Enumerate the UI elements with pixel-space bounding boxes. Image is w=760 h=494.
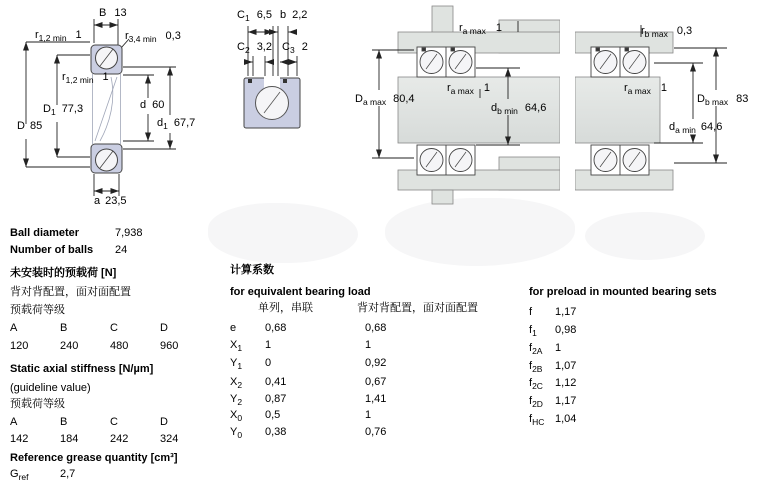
dim-symbol: r [125,30,129,42]
factor-value-paired: 1 [365,409,372,421]
dim-label-r12-mid [62,71,109,86]
dim-sub: 1,2 min [38,33,67,44]
dim-value: 67,7 [173,117,196,129]
col-header: D [160,322,168,334]
dim-symbol: r [62,71,66,83]
dim-sub: b min [497,106,518,117]
factor-sym: Y [230,357,238,369]
factor-value-single: 0,5 [265,409,281,421]
dim-value: 1 [75,29,82,41]
dim-value: 80,4 [393,93,415,105]
grease-symbol [10,468,28,484]
watermark [208,203,358,263]
dim-label-C1 [237,9,272,24]
factor-sym: f [529,360,533,372]
factor-sym: f [529,342,533,354]
dim-symbol: b [280,9,287,21]
dim-sub: 1 [244,13,250,24]
dim-value: 23,5 [105,195,127,207]
factor-symbol [230,393,242,409]
dim-value: 1 [483,82,490,94]
factor-value-single: 0,87 [265,393,287,405]
factor-sym: X [230,339,238,351]
dim-label-C3 [282,41,308,56]
dim-sub: b max [704,97,729,108]
stiffness-note: (guideline value) [10,382,91,394]
factor-sub: 1 [237,361,243,372]
col-header: A [10,322,18,334]
equivalent-load-title: for equivalent bearing load [230,286,371,298]
factor-value-paired: 1 [365,339,372,351]
spec-label-number-of-balls: Number of balls [10,244,94,256]
factors-title: 计算系数 [230,264,274,276]
factor-symbol [230,426,242,442]
dim-symbol: D [17,120,25,132]
dim-symbol: D [43,103,51,115]
factor-sym: Y [230,426,238,438]
dim-symbol: C [282,41,290,53]
grease-title: Reference grease quantity [cm³] [10,452,178,464]
factor-sub: 2B [532,364,543,375]
col-value: 242 [110,433,129,445]
dim-label-C2 [237,41,272,56]
watermark [385,198,575,266]
dim-sub: 1,2 min [65,75,94,86]
dim-symbol: r [35,29,39,41]
factor-value-paired: 0,92 [365,357,387,369]
dim-label-B [99,7,127,22]
factor-value: 1,17 [555,306,577,318]
col-value: 480 [110,340,129,352]
factor-sub: 2D [532,399,543,410]
factor-symbol [529,306,532,322]
factor-sub: 2 [237,397,243,408]
dim-value: 13 [114,7,127,19]
dim-label-da-min [669,121,722,136]
factor-symbol [230,357,242,373]
dim-label-D [17,120,42,135]
dim-label-ra-max [624,82,667,97]
factor-sym: f [529,413,533,425]
dim-sub: b max [644,29,668,40]
factor-symbol [529,395,543,411]
factor-value: 1,07 [555,360,577,372]
dim-symbol: d [491,102,498,114]
dim-label-db-min [491,102,546,117]
spec-label-ball-diameter: Ball diameter [10,227,80,239]
dim-value: 2,2 [292,9,308,21]
col-value: 142 [10,433,29,445]
col-header: B [60,416,68,428]
dim-value: 64,6 [700,121,723,133]
dim-sub: a max [450,86,474,97]
dim-label-ra-max-mid [447,82,490,97]
stiffness-class-label: 预载荷等级 [10,398,65,410]
dim-sub: a max [362,97,387,108]
dim-sub: 3,4 min [128,34,157,45]
factor-sub: 2 [237,380,243,391]
factor-symbol [230,376,242,392]
dim-symbol: C [237,9,245,21]
col-value: 240 [60,340,79,352]
dim-symbol: C [237,41,245,53]
factor-symbol [529,377,543,393]
dim-symbol: r [459,22,463,34]
factor-value-paired: 0,67 [365,376,387,388]
col-value: 184 [60,433,79,445]
dim-symbol: G [10,468,19,480]
dim-value: 6,5 [256,9,272,21]
dim-value: 83 [736,93,749,105]
stiffness-title: Static axial stiffness [N/µm] [10,363,154,375]
factor-value-single: 0,38 [265,426,287,438]
dim-value: 0,3 [165,30,181,42]
col-value: 120 [10,340,29,352]
factor-value-single: 0,41 [265,376,287,388]
dim-value: 0,3 [676,25,693,37]
preload-unmounted-title: 未安装时的预载荷 [N] [10,267,117,279]
dim-label-ra-max-top [459,22,502,37]
col-header: B [60,322,68,334]
dim-value: 2 [301,41,308,53]
factor-value-paired: 1,41 [365,393,387,405]
grease-value: 2,7 [60,468,76,480]
dim-label-Da-max [355,93,415,108]
preload-arrangement-note: 背对背配置，面对面配置 [10,286,131,298]
preload-class-label: 预载荷等级 [10,304,65,316]
factor-sym: X [230,376,238,388]
dim-symbol: r [641,25,645,37]
col-value: 324 [160,433,179,445]
dim-symbol: d [669,121,676,133]
factor-sym: f [529,377,533,389]
equivalent-col-header-paired: 背对背配置，面对面配置 [357,302,478,314]
factor-symbol [529,324,537,340]
watermark [585,212,705,260]
dim-label-d [140,99,164,114]
factor-sub: HC [532,417,545,428]
factor-value: 1,12 [555,377,577,389]
preload-sets-title: for preload in mounted bearing sets [529,286,717,298]
spec-value-ball-diameter: 7,938 [115,227,143,239]
factor-symbol [529,360,542,376]
dim-label-r12-top [35,29,82,44]
dim-sub: 1 [50,107,56,118]
drawing-detail-cross-section [228,5,343,140]
factor-value-single: 1 [265,339,272,351]
dim-value: 3,2 [256,41,272,53]
dim-symbol: D [697,93,705,105]
dim-label-rb-max [641,25,692,40]
dim-sub: 1 [163,121,168,132]
dim-label-D1 [43,103,83,118]
dim-symbol: a [94,195,101,207]
col-header: D [160,416,168,428]
spec-value-number-of-balls: 24 [115,244,128,256]
factor-value-paired: 0,68 [365,322,387,334]
dim-value: 64,6 [524,102,547,114]
dim-value: 1 [102,71,109,83]
dim-symbol: r [624,82,628,94]
factor-sub: 1 [532,328,537,339]
dim-label-d1 [157,117,195,132]
factor-sym: f [529,306,533,318]
factor-sub: 2A [532,346,543,357]
factor-symbol [529,413,544,429]
dim-label-Db-max [697,93,748,108]
factor-value-single: 0 [265,357,272,369]
factor-sym: X [230,409,238,421]
factor-sub: 1 [237,343,243,354]
dim-label-a [94,195,127,210]
dim-symbol: r [447,82,451,94]
dim-label-r34 [125,30,181,45]
factor-sym: e [230,322,237,334]
factor-sub: 0 [237,430,243,441]
dim-sub: a max [462,26,486,37]
dim-symbol: D [355,93,363,105]
factor-symbol [230,339,242,355]
dim-value: 85 [29,120,43,132]
factor-value-paired: 0,76 [365,426,387,438]
dim-sub: 3 [289,45,295,56]
factor-symbol [529,342,542,358]
factor-sub: 0 [237,413,243,424]
factor-symbol [230,409,242,425]
col-header: C [110,322,118,334]
factor-value: 0,98 [555,324,577,336]
dim-symbol: d [140,99,147,111]
dim-value: 1 [495,22,502,34]
dim-value: 77,3 [61,103,84,115]
dim-sub: a min [675,125,696,136]
factor-value: 1,04 [555,413,577,425]
dim-value: 60 [152,99,165,111]
factor-sym: f [529,324,533,336]
factor-sym: f [529,395,533,407]
factor-value: 1,17 [555,395,577,407]
dim-symbol: d [157,117,164,129]
factor-value-single: 0,68 [265,322,287,334]
dim-sub: 2 [244,45,250,56]
dim-label-b [280,9,307,24]
col-header: C [110,416,118,428]
factor-value: 1 [555,342,562,354]
factor-sym: Y [230,393,238,405]
dim-sub: ref [18,472,29,483]
factor-sub: 2C [532,381,543,392]
factor-symbol [230,322,236,338]
col-header: A [10,416,18,428]
col-value: 960 [160,340,179,352]
dim-symbol: B [99,7,107,19]
dim-sub: a max [627,86,651,97]
dim-value: 1 [660,82,667,94]
equivalent-col-header-single: 单列，串联 [258,302,313,314]
